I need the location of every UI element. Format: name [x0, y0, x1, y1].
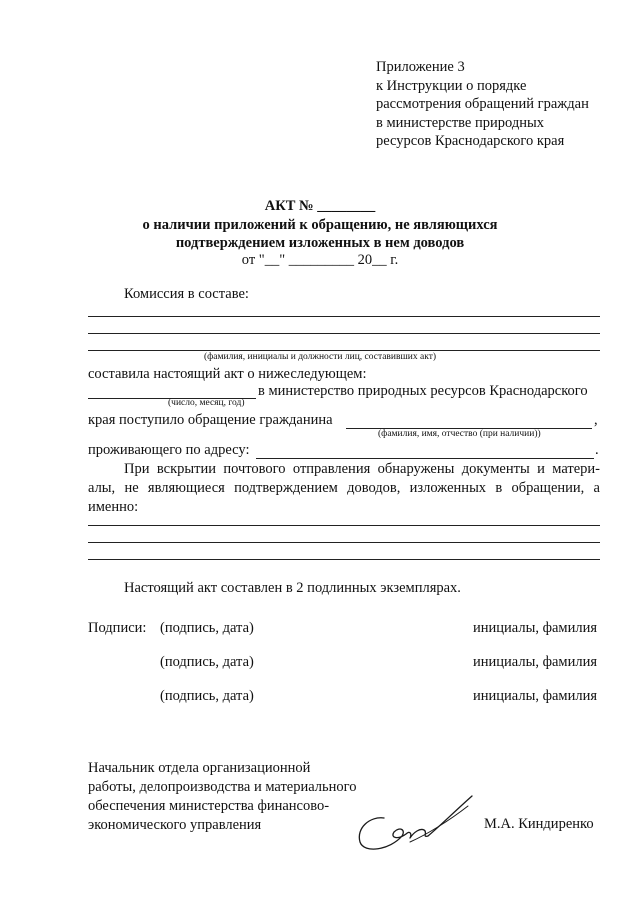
initials-placeholder: инициалы, фамилия: [473, 620, 598, 636]
act-date-line: от "__" _________ 20__ г.: [241, 252, 399, 268]
name-hint: (фамилия, имя, отчество (при наличии)): [378, 429, 541, 439]
appendix-line: Приложение 3: [376, 59, 465, 75]
compiled-text: составила настоящий акт о нижеследующем:: [88, 366, 367, 382]
appendix-block: [376, 58, 589, 151]
act-subtitle-line-2: подтверждением изложенных в нем доводов: [175, 235, 465, 251]
commission-hint: (фамилия, инициалы и должности лиц, составивших акт): [203, 352, 437, 362]
signatory-role: [88, 759, 357, 835]
initials-placeholder: инициалы, фамилия: [473, 654, 598, 670]
appendix-line: к Инструкции о порядке: [376, 77, 527, 94]
copies-text: Настоящий акт составлен в 2 подлинных экземплярах.: [124, 580, 461, 596]
period: .: [595, 442, 599, 458]
fill-line: [88, 316, 600, 317]
signature-placeholder: (подпись, дата): [160, 688, 254, 704]
paragraph-line: именно:: [88, 499, 139, 515]
documents-paragraph: [88, 460, 600, 517]
signature-placeholder: (подпись, дата): [160, 620, 254, 636]
address-label: проживающего по адресу:: [88, 442, 250, 458]
initials-placeholder: инициалы, фамилия: [473, 688, 598, 704]
comma: ,: [594, 412, 598, 428]
appendix-line: в министерстве природных: [376, 114, 544, 131]
appendix-line: рассмотрения обращений граждан: [376, 96, 589, 112]
fill-line: [88, 542, 600, 543]
fill-line: [88, 350, 600, 351]
ministry-text: в министерство природных ресурсов Краснодарского: [258, 383, 588, 399]
date-hint: (число, месяц, год): [168, 398, 245, 408]
address-fill-line: [256, 458, 594, 459]
appendix-line: ресурсов Краснодарского края: [376, 133, 565, 149]
signature-placeholder: (подпись, дата): [160, 654, 254, 670]
fill-line: [88, 333, 600, 334]
role-line: работы, делопроизводства и материального: [88, 779, 357, 795]
role-line: Начальник отдела организационной: [88, 760, 311, 776]
handwritten-signature: [350, 790, 480, 860]
fill-line: [88, 525, 600, 526]
paragraph-line: При вскрытии почтового отправления обнаружены документы и матери-: [124, 461, 600, 477]
role-line: экономического управления: [88, 817, 262, 833]
act-subtitle-line-1: о наличии приложений к обращению, не являющихся: [142, 217, 498, 233]
region-text: края поступило обращение гражданина: [88, 412, 333, 428]
commission-label: Комиссия в составе:: [124, 286, 249, 302]
paragraph-line: алы, не являющиеся подтверждением доводов, изложенных в обращении, а: [88, 480, 600, 496]
signatures-label: Подписи:: [88, 620, 147, 636]
signatory-name: М.А. Киндиренко: [484, 816, 594, 832]
fill-line: [88, 559, 600, 560]
act-title: АКТ № ________: [264, 198, 376, 214]
role-line: обеспечения министерства финансово-: [88, 798, 330, 814]
